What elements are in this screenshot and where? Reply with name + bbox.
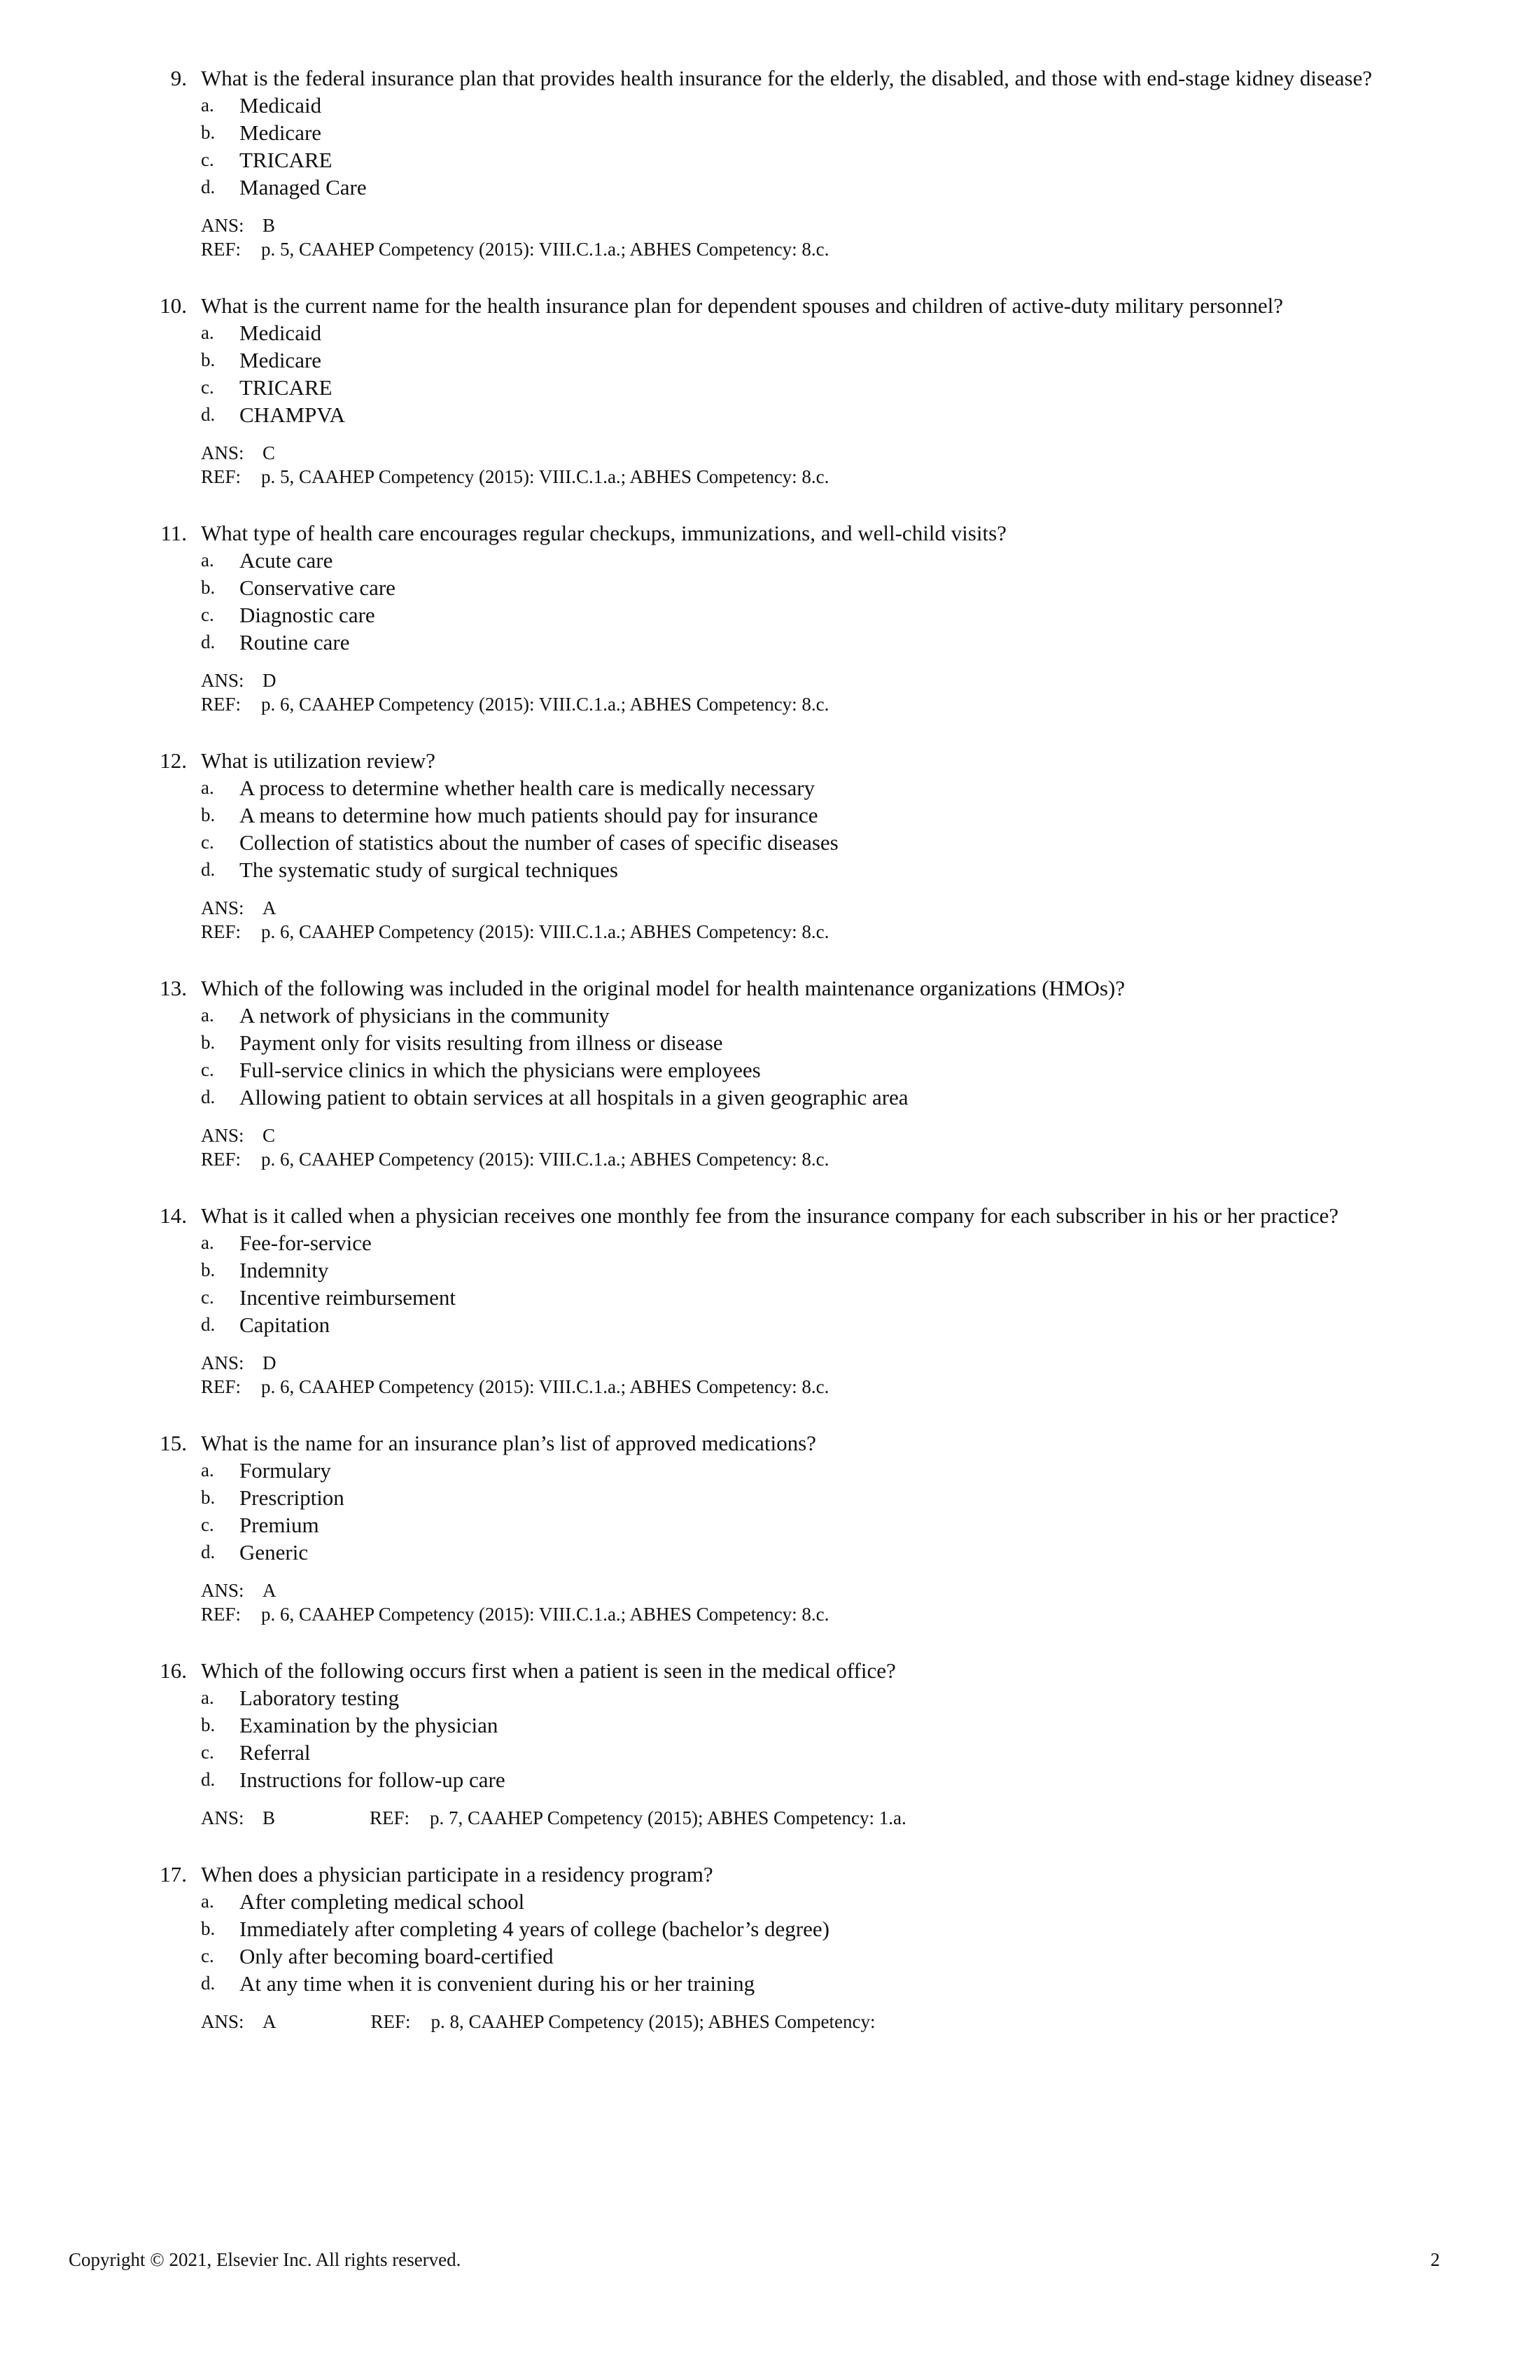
question-stem — [0, 64, 1540, 92]
option-letter: b. — [201, 1918, 216, 1939]
question-item — [0, 1202, 1540, 1399]
reference-label: REF: — [201, 1604, 241, 1625]
option-letter: d. — [201, 404, 216, 425]
question-number: 13. — [160, 976, 187, 1000]
answer-label: ANS: — [201, 1352, 244, 1373]
answer-option — [0, 146, 1540, 174]
question-number: 17. — [160, 1862, 187, 1886]
answer-line — [201, 1806, 1540, 1830]
question-number: 11. — [160, 521, 187, 545]
option-letter: d. — [201, 1973, 216, 1994]
reference — [371, 2010, 876, 2033]
option-letter: a. — [201, 322, 214, 343]
reference-label: REF: — [201, 694, 241, 715]
option-text: Fee-for-service — [239, 1231, 372, 1255]
answer-options — [0, 1684, 1540, 1793]
reference-value: p. 6, CAAHEP Competency (2015): VIII.C.1.a.; ABHES Competency: 8.c. — [261, 1604, 830, 1625]
option-letter: a. — [201, 550, 214, 570]
question-text: What is the federal insurance plan that provides health insurance for the elderly, the disabled, and those with end-stage kidney disease? — [201, 66, 1373, 90]
footer-copyright: Copyright © 2021, Elsevier Inc. All rights reserved. — [69, 2249, 461, 2270]
answer-option — [0, 119, 1540, 146]
reference — [201, 920, 1540, 944]
answer-label: ANS: — [201, 1125, 244, 1146]
reference — [201, 1602, 1540, 1626]
answer-line — [201, 2010, 1540, 2033]
answer-line — [201, 1578, 1540, 1602]
question-number: 9. — [170, 66, 187, 90]
answer-option — [0, 1739, 1540, 1766]
option-letter: c. — [201, 1742, 214, 1763]
reference-value: p. 6, CAAHEP Competency (2015): VIII.C.1.a.; ABHES Competency: 8.c. — [261, 1149, 830, 1170]
option-text: Managed Care — [239, 175, 367, 200]
option-letter: d. — [201, 1769, 216, 1790]
option-text: Medicaid — [239, 93, 322, 118]
question-item — [0, 1861, 1540, 2033]
reference-value: p. 5, CAAHEP Competency (2015): VIII.C.1.a.; ABHES Competency: 8.c. — [261, 466, 830, 487]
answer-line — [201, 214, 1540, 237]
answer-line — [201, 1351, 1540, 1375]
reference-value: p. 6, CAAHEP Competency (2015): VIII.C.1.a.; ABHES Competency: 8.c. — [261, 1376, 830, 1397]
answer-value: A — [262, 2011, 276, 2032]
answer-option — [0, 1284, 1540, 1311]
question-text: What type of health care encourages regular checkups, immunizations, and well-child visits? — [201, 521, 1007, 545]
option-letter: a. — [201, 1232, 214, 1253]
answer-option — [0, 346, 1540, 374]
answer-option — [0, 601, 1540, 629]
option-text: Medicaid — [239, 321, 322, 345]
reference — [201, 1375, 1540, 1399]
answer-option — [0, 829, 1540, 856]
question-number: 14. — [160, 1203, 187, 1228]
option-text: Immediately after completing 4 years of college (bachelor’s degree) — [239, 1917, 830, 1941]
answer-option — [0, 1684, 1540, 1712]
answer-value: B — [262, 1807, 276, 1828]
question-stem — [0, 519, 1540, 547]
answer-option — [0, 774, 1540, 802]
option-letter: a. — [201, 1460, 214, 1480]
question-item — [0, 519, 1540, 716]
option-text: Premium — [239, 1513, 319, 1537]
answer-options — [0, 1002, 1540, 1111]
option-letter: b. — [201, 1714, 216, 1735]
question-item — [0, 1429, 1540, 1626]
option-letter: b. — [201, 1259, 216, 1280]
option-letter: b. — [201, 577, 216, 598]
answer-option — [0, 1311, 1540, 1338]
option-letter: b. — [201, 1032, 216, 1053]
answer-option — [0, 1539, 1540, 1566]
answer-option — [0, 92, 1540, 119]
option-text: CHAMPVA — [239, 402, 346, 427]
option-text: Formulary — [239, 1458, 331, 1483]
answer-option — [0, 1942, 1540, 1970]
option-text: Referral — [239, 1740, 311, 1765]
option-text: TRICARE — [239, 375, 332, 400]
question-number: 15. — [160, 1431, 187, 1455]
option-letter: a. — [201, 1687, 214, 1708]
option-text: Indemnity — [239, 1258, 329, 1282]
answer-value: A — [262, 897, 276, 918]
answer-key — [0, 441, 1540, 489]
option-letter: b. — [201, 804, 216, 825]
reference-value: p. 7, CAAHEP Competency (2015); ABHES Competency: 1.a. — [430, 1807, 906, 1828]
option-text: Acute care — [239, 548, 333, 573]
question-stem — [0, 747, 1540, 774]
option-text: Conservative care — [239, 575, 396, 600]
answer-option — [0, 1915, 1540, 1942]
question-stem — [0, 1202, 1540, 1229]
answer-options — [0, 547, 1540, 656]
reference-label: REF: — [201, 239, 241, 260]
option-text: Routine care — [239, 630, 350, 654]
reference-label: REF: — [201, 1376, 241, 1397]
answer-option — [0, 1256, 1540, 1284]
question-stem — [0, 292, 1540, 319]
answer-key — [0, 1578, 1540, 1626]
option-letter: d. — [201, 859, 216, 880]
answer-key — [0, 214, 1540, 261]
option-text: Full-service clinics in which the physicians were employees — [239, 1058, 761, 1082]
answer-label: ANS: — [201, 670, 244, 691]
option-letter: c. — [201, 832, 214, 853]
question-item — [0, 1657, 1540, 1830]
answer-options — [0, 774, 1540, 883]
answer-line — [201, 1124, 1540, 1147]
reference-value: p. 6, CAAHEP Competency (2015): VIII.C.1.a.; ABHES Competency: 8.c. — [261, 694, 830, 715]
option-letter: d. — [201, 1086, 216, 1107]
option-text: Prescription — [239, 1485, 344, 1510]
question-number: 10. — [160, 293, 187, 318]
option-letter: c. — [201, 1514, 214, 1535]
reference-label: REF: — [370, 1807, 410, 1828]
reference — [201, 1147, 1540, 1171]
answer-option — [0, 1712, 1540, 1739]
answer-key — [0, 896, 1540, 944]
answer-key — [0, 1806, 1540, 1830]
reference — [370, 1806, 906, 1830]
option-text: A process to determine whether health care is medically necessary — [239, 776, 816, 800]
option-text: At any time when it is convenient during his or her training — [239, 1971, 755, 1996]
option-text: Medicare — [239, 120, 322, 145]
option-text: After completing medical school — [239, 1889, 525, 1914]
option-letter: c. — [201, 1059, 214, 1080]
question-number: 12. — [160, 748, 187, 773]
answer-option — [0, 629, 1540, 656]
page-number: 2 — [1430, 2249, 1440, 2270]
answer-key — [0, 1351, 1540, 1399]
question-text: When does a physician participate in a residency program? — [201, 1862, 713, 1886]
question-stem — [0, 1861, 1540, 1888]
answer-option — [0, 1229, 1540, 1256]
option-text: Examination by the physician — [239, 1713, 498, 1737]
answer-label: ANS: — [201, 1580, 244, 1601]
question-item — [0, 292, 1540, 489]
answer-options — [0, 92, 1540, 201]
answer-option — [0, 547, 1540, 574]
answer-option — [0, 401, 1540, 428]
question-item — [0, 747, 1540, 944]
option-letter: b. — [201, 349, 216, 370]
option-text: Generic — [239, 1540, 309, 1564]
question-text: Which of the following was included in the original model for health maintenance organizations (HMOs)? — [201, 976, 1125, 1000]
option-text: Collection of statistics about the number of cases of specific diseases — [239, 830, 839, 855]
reference-label: REF: — [201, 1149, 241, 1170]
answer-key — [0, 2010, 1540, 2033]
option-letter: d. — [201, 1541, 216, 1562]
option-letter: d. — [201, 176, 216, 197]
option-text: Only after becoming board-certified — [239, 1944, 554, 1968]
option-letter: c. — [201, 149, 214, 170]
answer-label: ANS: — [201, 215, 244, 236]
answer-value: A — [262, 1580, 276, 1601]
answer-value: D — [262, 670, 276, 691]
answer-option — [0, 1484, 1540, 1511]
question-text: What is the name for an insurance plan’s list of approved medications? — [201, 1431, 816, 1455]
reference-value: p. 5, CAAHEP Competency (2015): VIII.C.1.a.; ABHES Competency: 8.c. — [261, 239, 830, 260]
answer-options — [0, 1457, 1540, 1566]
question-item — [0, 974, 1540, 1171]
reference — [201, 465, 1540, 489]
option-text: Medicare — [239, 348, 322, 372]
answer-line — [201, 441, 1540, 465]
answer-option — [0, 1888, 1540, 1915]
answer-label: ANS: — [201, 2011, 244, 2032]
option-text: Allowing patient to obtain services at all hospitals in a given geographic area — [239, 1085, 909, 1110]
question-text: Which of the following occurs first when a patient is seen in the medical office? — [201, 1658, 896, 1683]
answer-line — [201, 896, 1540, 920]
answer-label: ANS: — [201, 897, 244, 918]
option-text: Instructions for follow-up care — [239, 1768, 505, 1792]
option-letter: a. — [201, 1891, 214, 1912]
reference-value: p. 8, CAAHEP Competency (2015); ABHES Competency: — [430, 2011, 876, 2032]
answer-key — [0, 668, 1540, 716]
answer-label: ANS: — [201, 1807, 244, 1828]
answer-option — [0, 574, 1540, 601]
option-letter: c. — [201, 1287, 214, 1308]
reference — [201, 692, 1540, 716]
question-text: What is it called when a physician receives one monthly fee from the insurance company for each subscriber in his or her practice? — [201, 1203, 1339, 1228]
option-text: The systematic study of surgical techniques — [239, 858, 618, 882]
answer-label: ANS: — [201, 442, 244, 463]
option-letter: b. — [201, 1487, 216, 1508]
answer-option — [0, 174, 1540, 201]
answer-option — [0, 802, 1540, 829]
option-letter: b. — [201, 122, 216, 143]
question-list — [0, 64, 1540, 2064]
option-text: A network of physicians in the community — [239, 1003, 610, 1028]
reference-label: REF: — [201, 921, 241, 942]
answer-option — [0, 1002, 1540, 1029]
question-stem — [0, 1429, 1540, 1457]
answer-value: C — [262, 1125, 276, 1146]
answer-option — [0, 1511, 1540, 1539]
question-text: What is utilization review? — [201, 748, 435, 773]
question-text: What is the current name for the health insurance plan for dependent spouses and children of active-duty military personnel? — [201, 293, 1284, 318]
option-letter: c. — [201, 604, 214, 625]
option-text: Incentive reimbursement — [239, 1285, 456, 1310]
answer-line — [201, 668, 1540, 692]
answer-value: D — [262, 1352, 276, 1373]
answer-option — [0, 319, 1540, 346]
answer-option — [0, 1457, 1540, 1484]
answer-options — [0, 1888, 1540, 1997]
question-stem — [0, 1657, 1540, 1684]
answer-option — [0, 856, 1540, 883]
option-text: A means to determine how much patients should pay for insurance — [239, 803, 818, 827]
option-letter: a. — [201, 1004, 214, 1026]
question-item — [0, 64, 1540, 261]
option-text: Laboratory testing — [239, 1686, 400, 1710]
reference-label: REF: — [370, 2011, 411, 2032]
question-stem — [0, 974, 1540, 1002]
answer-options — [0, 1229, 1540, 1338]
answer-options — [0, 319, 1540, 428]
question-number: 16. — [160, 1658, 187, 1683]
option-text: Payment only for visits resulting from illness or disease — [239, 1030, 723, 1055]
answer-option — [0, 1084, 1540, 1111]
answer-option — [0, 1029, 1540, 1056]
reference-label: REF: — [201, 466, 241, 487]
answer-option — [0, 374, 1540, 401]
option-letter: a. — [201, 777, 214, 798]
answer-option — [0, 1766, 1540, 1793]
answer-option — [0, 1970, 1540, 1997]
option-text: Capitation — [239, 1312, 330, 1337]
option-letter: c. — [201, 1945, 214, 1966]
answer-key — [0, 1124, 1540, 1171]
option-text: TRICARE — [239, 148, 332, 172]
reference-value: p. 6, CAAHEP Competency (2015): VIII.C.1.a.; ABHES Competency: 8.c. — [261, 921, 830, 942]
option-letter: d. — [201, 631, 216, 652]
answer-value: C — [262, 442, 276, 463]
answer-value: B — [262, 215, 276, 236]
option-text: Diagnostic care — [239, 603, 375, 627]
reference — [201, 237, 1540, 261]
option-letter: a. — [201, 94, 214, 115]
answer-option — [0, 1056, 1540, 1084]
option-letter: d. — [201, 1314, 216, 1335]
option-letter: c. — [201, 377, 214, 398]
